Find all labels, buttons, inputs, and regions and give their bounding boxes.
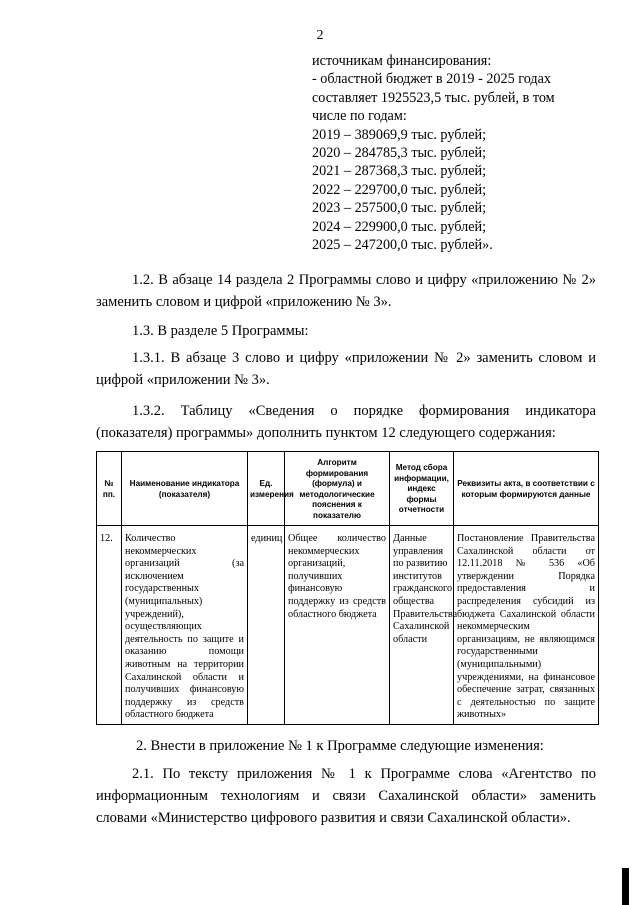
paragraph-1-3: 1.3. В разделе 5 Программы: bbox=[132, 323, 309, 339]
financing-line: 2023 – 257500,0 тыс. рублей; bbox=[312, 200, 487, 217]
financing-line: составляет 1925523,5 тыс. рублей, в том bbox=[312, 89, 555, 106]
financing-line: числе по годам: bbox=[312, 108, 407, 125]
financing-line: - областной бюджет в 2019 - 2025 годах bbox=[312, 71, 552, 88]
page-number: 2 bbox=[316, 28, 324, 43]
header-algorithm: Алгоритм формирования (формула) и методологические пояснения к показателю bbox=[285, 452, 390, 526]
header-unit: Ед. измерения bbox=[248, 452, 285, 526]
table-header-row bbox=[97, 452, 599, 526]
financing-line: 2020 – 284785,3 тыс. рублей; bbox=[312, 145, 487, 162]
header-number: № пп. bbox=[97, 452, 122, 526]
cell-number: 12. bbox=[97, 526, 122, 725]
table-row bbox=[97, 526, 599, 725]
paragraph-2-1: 2.1. По тексту приложения № 1 к Программе слова «Агентство по информационным технологиям и связи Сахалинской области» заменить словами «Министерство цифрового развития и связи Сахалинской области». bbox=[96, 766, 596, 826]
paragraph-1-2: 1.2. В абзаце 14 раздела 2 Программы слово и цифру «приложению № 2» заменить словом и цифрой «приложению № 3». bbox=[96, 272, 596, 310]
paragraph-1-3-2: 1.3.2. Таблицу «Сведения о порядке формирования индикатора (показателя) программы» дополнить пунктом 12 следующего содержания: bbox=[96, 403, 596, 441]
cell-requisites: Постановление Правительства Сахалинской области от 12.11.2018 № 536 «Об утверждении Порядка предоставления и распределения субсидий из бюджета Сахалинской области некоммерческим организациям, не являющимся государственными (муниципальными) учреждениями, на финансовое обеспечение затрат, связанных с деятельностью по защите животных» bbox=[454, 526, 599, 725]
financing-block bbox=[312, 52, 612, 254]
header-indicator-name: Наименование индикатора (показателя) bbox=[122, 452, 248, 526]
financing-line: 2019 – 389069,9 тыс. рублей; bbox=[312, 126, 487, 143]
cell-unit: единиц bbox=[248, 526, 285, 725]
paragraph-1-3-1: 1.3.1. В абзаце 3 слово и цифру «приложении № 2» заменить словом и цифрой «приложении № 3». bbox=[96, 350, 596, 388]
paragraph-2: 2. Внести в приложение № 1 к Программе следующие изменения: bbox=[136, 738, 544, 754]
cell-algorithm: Общее количество некоммерческих организаций, получивших финансовую поддержку из средств областного бюджета bbox=[285, 526, 390, 725]
financing-line: 2022 – 229700,0 тыс. рублей; bbox=[312, 181, 487, 198]
header-method: Метод сбора информации, индекс формы отчетности bbox=[390, 452, 454, 526]
financing-line: 2024 – 229900,0 тыс. рублей; bbox=[312, 218, 487, 235]
cell-method: Данные управления по развитию институтов гражданского общества Правительства Сахалинской области bbox=[390, 526, 454, 725]
financing-line: 2021 – 287368,3 тыс. рублей; bbox=[312, 163, 487, 180]
header-requisites: Реквизиты акта, в соответствии с которым формируются данные bbox=[454, 452, 599, 526]
financing-line: источникам финансирования: bbox=[312, 53, 492, 69]
indicator-table bbox=[96, 451, 599, 725]
cell-indicator-name: Количество некоммерческих организаций (за исключением государственных (муниципальных) учреждений), осуществляющих деятельность по защите и оказанию помощи животным на территории Сахалинской области и получивших финансовую поддержку из средств областного бюджета bbox=[122, 526, 248, 725]
financing-line: 2025 – 247200,0 тыс. рублей». bbox=[312, 237, 493, 254]
scan-edge-mark bbox=[622, 868, 629, 905]
